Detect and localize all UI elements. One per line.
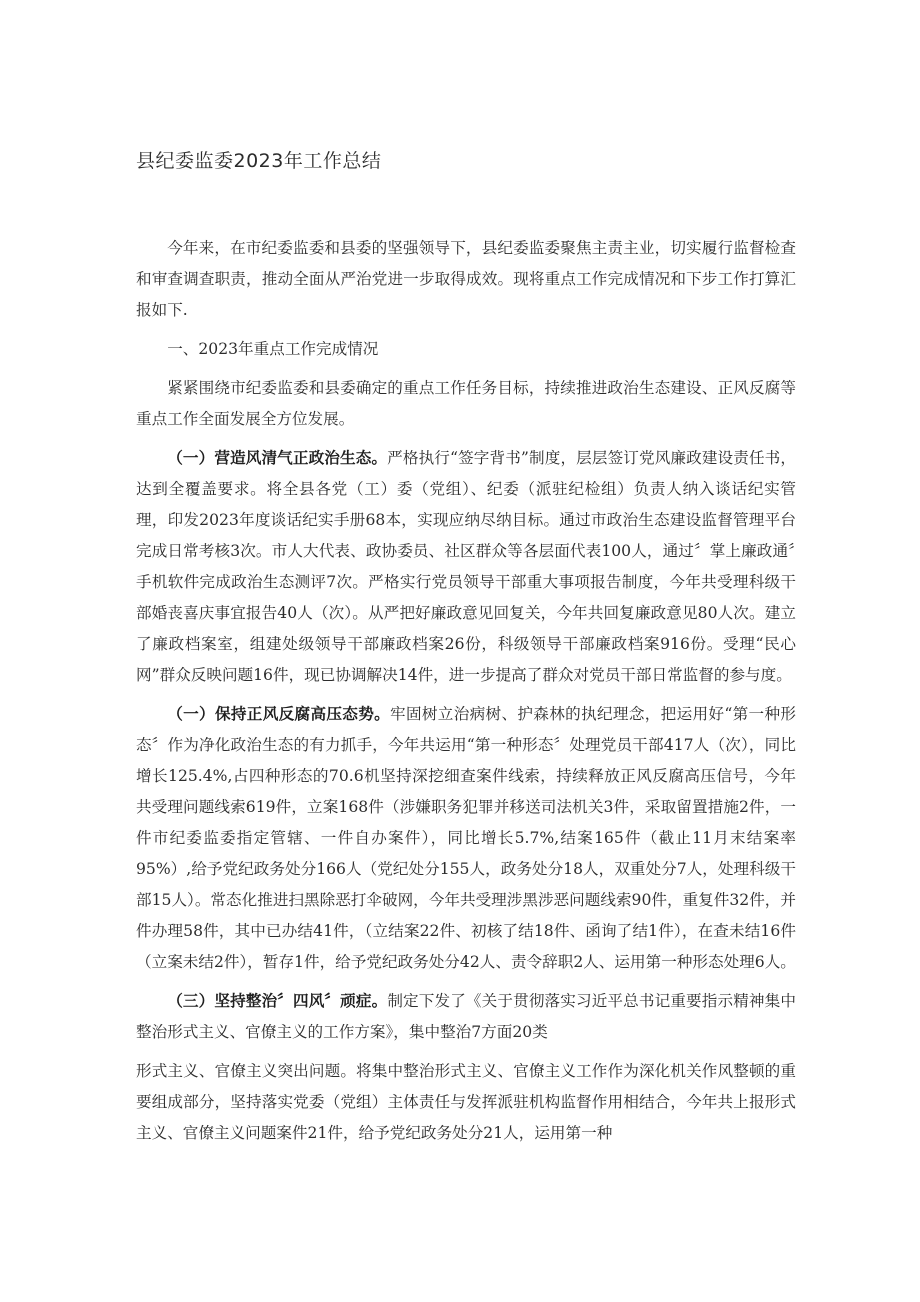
section1-intro-paragraph: 紧紧围绕市纪委监委和县委确定的重点工作任务目标，持续推进政治生态建设、正风反腐等重点工作全面发展全方位发展。 xyxy=(136,379,796,428)
item3-lead: （三）坚持整治〞四风〞顽症。 xyxy=(167,992,388,1010)
section1-heading: 一、2023年重点工作完成情况 xyxy=(167,340,379,358)
item3-text: 制定下发了《关于贯彻落实习近平总书记重要指示精神集中整治形式主义、官僚主义的工作方案》，集中整治7方面20类 xyxy=(136,992,796,1041)
item1-paragraph xyxy=(136,443,796,691)
item2-paragraph xyxy=(136,699,796,978)
item3-continuation-paragraph: 形式主义、官僚主义突出问题。将集中整治形式主义、官僚主义工作作为深化机关作风整顿的重要组成部分，坚持落实党委（党组）主体责任与发挥派驻机构监督作用相结合，今年共上报形式主义、官僚主义问题案件21件，给予党纪政务处分21人，运用第一种 xyxy=(136,1062,796,1142)
item1-text: 严格执行“签字背书”制度，层层签订党风廉政建设责任书，达到全覆盖要求。将全县各党（工）委（党组）、纪委（派驻纪检组）负责人纳入谈话纪实管理，印发2023年度谈话纪实手册68本，实现应纳尽纳目标。通过市政治生态建设监督管理平台完成日常考核3次。市人大代表、政协委员、社区群众等各层面代表100人，通过〞掌上廉政通〞手机软件完成政治生态测评7次。严格实行党员领导干部重大事项报告制度，今年共受理科级干部婚丧喜庆事宜报告40人（次）。从严把好廉政意见回复关，今年共回复廉政意见80人次。建立了廉政档案室，组建处级领导干部廉政档案26份，科级领导干部廉政档案916份。受理“民心网”群众反映问题16件，现已协调解决14件，进一步提高了群众对党员干部日常监督的参与度。 xyxy=(136,449,796,684)
item2-lead: （一）保持正风反腐高压态势。 xyxy=(167,705,391,723)
intro-paragraph: 今年来，在市纪委监委和县委的坚强领导下，县纪委监委聚焦主责主业，切实履行监督检查和审查调查职责，推动全面从严治党进一步取得成效。现将重点工作完成情况和下步工作打算汇报如下. xyxy=(136,239,796,319)
item2-text: 牢固树立治病树、护森林的执纪理念，把运用好“第一种形态〞作为净化政治生态的有力抓手，今年共运用“第一种形态〞处理党员干部417人（次），同比增长125.4%,占四种形态的70.6机坚持深挖细查案件线索，持续释放正风反腐高压信号，今年共受理问题线索619件，立案168件（涉嫌职务犯罪并移送司法机关3件，采取留置措施2件，一件市纪委监委指定管辖、一件自办案件），同比增长5.7%,结案165件（截止11月末结案率95%）,给予党纪政务处分166人（党纪处分155人，政务处分18人，双重处分7人，处理科级干部15人）。常态化推进扫黑除恶打伞破网，今年共受理涉黑涉恶问题线索90件，重复件32件，并件办理58件，其中已办结41件，（立结案22件、初核了结18件、函询了结1件），在查未结16件（立案未结2件），暂存1件，给予党纪政务处分42人、责令辞职2人、运用第一种形态处理6人。 xyxy=(136,705,796,971)
item3-paragraph xyxy=(136,986,796,1048)
document-title: 县纪委监委2023年工作总结 xyxy=(136,150,382,172)
document-body xyxy=(136,233,796,1157)
item1-lead: （一）营造风清气正政治生态。 xyxy=(167,449,388,467)
